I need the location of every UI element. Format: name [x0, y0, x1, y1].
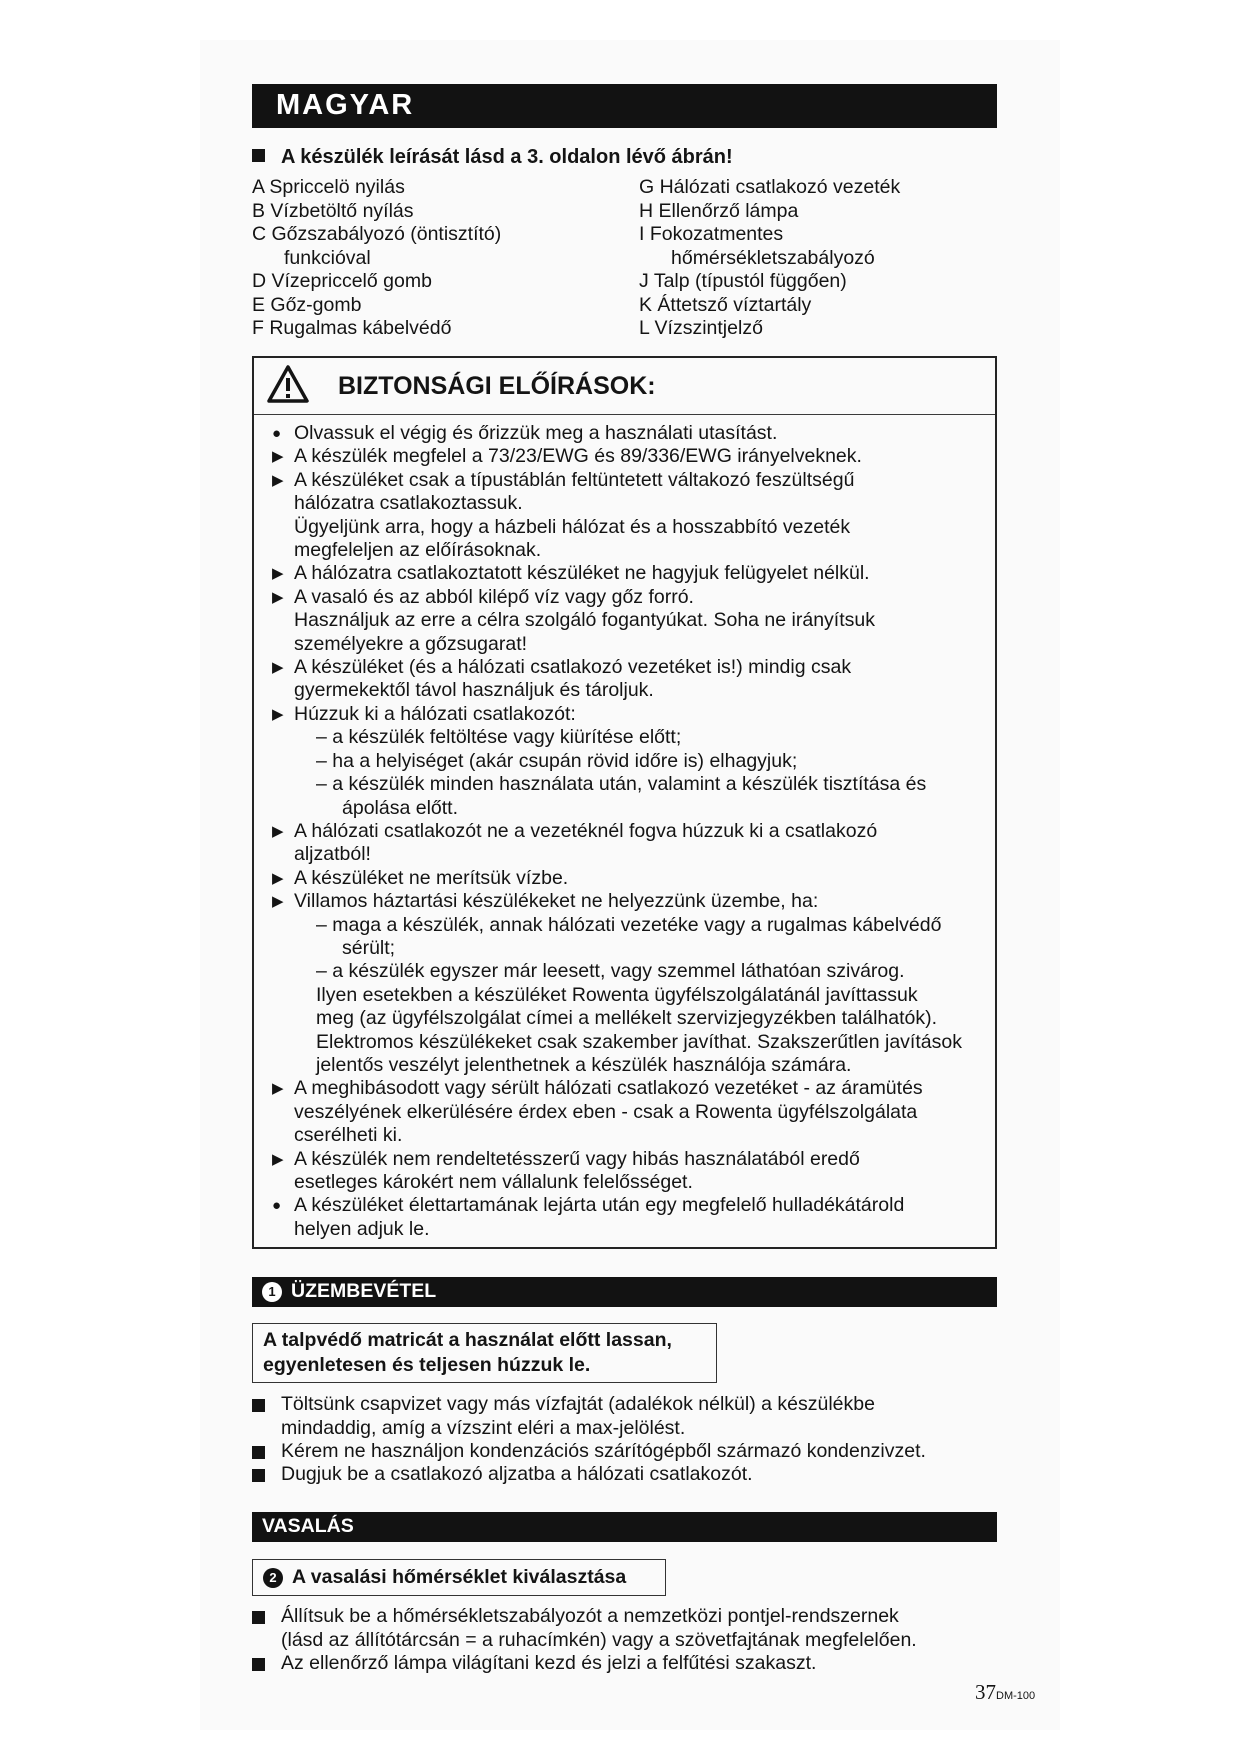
- section-1-header: [252, 1277, 997, 1307]
- safety-item-text: A készülék nem rendeltetésszerű vagy hibás használatából eredő esetleges károkért nem vállalunk felelősséget.: [294, 1147, 860, 1193]
- bullet-arrow-icon: ▶: [272, 471, 284, 489]
- safety-subitem: [272, 773, 987, 820]
- safety-item-row: [272, 703, 987, 726]
- safety-item-row: [272, 562, 987, 585]
- language-header: MAGYAR: [252, 84, 997, 128]
- bullet-item: [252, 1440, 926, 1464]
- safety-item-row: [272, 586, 987, 656]
- safety-item-text: Villamos háztartási készülékeket ne helyezzünk üzembe, ha:: [294, 890, 819, 913]
- temperature-subheading-text: A vasalási hőmérséklet kiválasztása: [292, 1566, 627, 1588]
- part-label: E Gőz-gomb: [252, 293, 362, 316]
- safety-item: [272, 562, 987, 585]
- part-label: F Rugalmas kábelvédő: [252, 317, 452, 339]
- safety-item-text: A vasaló és az abból kilépő víz vagy gőz forró. Használjuk az erre a célra szolgáló fogantyúkat. Soha ne irányítsuk személyekre a gőzsugarat!: [294, 585, 875, 655]
- safety-item-text: A készüléket ne merítsük vízbe.: [294, 866, 569, 889]
- safety-item-row: [272, 867, 987, 890]
- part-label: hőmérsékletszabályozó: [671, 246, 875, 269]
- subsection-number-badge: 2: [263, 1568, 283, 1588]
- safety-item: [272, 1077, 987, 1147]
- black-square-icon: [252, 1611, 265, 1624]
- safety-title: BIZTONSÁGI ELŐÍRÁSOK:: [338, 372, 656, 400]
- safety-subitem: [272, 726, 987, 749]
- bullet-arrow-icon: ▶: [272, 588, 284, 606]
- safety-subitem-text: – a készülék feltöltése vagy kiürítése előtt;: [316, 726, 682, 749]
- safety-item-row: [272, 422, 987, 445]
- safety-item: [272, 469, 987, 563]
- safety-subitem: [272, 960, 987, 983]
- safety-item-text: A készüléket élettartamának lejárta után egy megfelelő hulladékátárold helyen adjuk le.: [294, 1194, 905, 1240]
- part-label: I Fokozatmentes: [639, 223, 784, 245]
- part-label: G Hálózati csatlakozó vezeték: [639, 176, 901, 198]
- safety-item-row: [272, 820, 987, 867]
- safety-item-text: A hálózati csatlakozót ne a vezetéknél fogva húzzuk ki a csatlakozó aljzatból!: [294, 819, 878, 866]
- page-number: [975, 1680, 1035, 1705]
- safety-item-text: A készüléket csak a típustáblán feltüntetett váltakozó feszültségű hálózatra csatlakoztassuk. Ügyeljünk arra, hogy a házbeli hálózat és a hosszabbító vezeték megfeleljen az előírásoknak.: [294, 468, 855, 562]
- bullet-item: [252, 1393, 875, 1440]
- safety-box: [252, 356, 997, 1249]
- safety-item: [272, 586, 987, 656]
- intro-text: A készülék leírását lásd a 3. oldalon lévő ábrán!: [281, 146, 733, 168]
- safety-list: [272, 422, 987, 1241]
- bullet-item: [252, 1652, 816, 1676]
- safety-subitem-text: – maga a készülék, annak hálózati vezetéke vagy a rugalmas kábelvédő: [316, 913, 942, 936]
- bullet-arrow-icon: ▶: [272, 659, 284, 677]
- safety-item: [272, 820, 987, 867]
- safety-item: [272, 422, 987, 445]
- safety-item: [272, 890, 987, 1077]
- safety-item-text: Olvassuk el végig és őrizzük meg a használati utasítást.: [294, 422, 778, 444]
- part-label: J Talp (típustól függően): [639, 270, 847, 292]
- safety-item: [272, 1148, 987, 1195]
- temperature-subheading: [252, 1559, 666, 1596]
- bullet-item: [252, 1605, 917, 1652]
- safety-subitem-text: – ha a helyiséget (akár csupán rövid időre is) elhagyjuk;: [316, 749, 798, 772]
- bullet-text: Állítsuk be a hőmérsékletszabályozót a nemzetközi pontjel-rendszernek (lásd az állítótárcsán = a ruhacímkén) vagy a szövetfajtának megfelelően.: [281, 1605, 917, 1651]
- safety-item: [272, 867, 987, 890]
- part-label: D Vízepriccelő gomb: [252, 270, 432, 292]
- bullet-text: Kérem ne használjon kondenzációs szárítógépből származó kondenzivzet.: [281, 1440, 926, 1462]
- section-1-title: ÜZEMBEVÉTEL: [291, 1280, 437, 1302]
- protective-film-note: A talpvédő matricát a használat előtt lassan, egyenletesen és teljesen húzzuk le.: [252, 1323, 717, 1383]
- safety-item-text: A készüléket (és a hálózati csatlakozó vezetéket is!) mindig csak gyermekektől távol használjuk és tároljuk.: [294, 656, 852, 702]
- section-2-header: [252, 1512, 997, 1542]
- part-label: funkcióval: [284, 246, 371, 269]
- part-label: H Ellenőrző lámpa: [639, 199, 799, 222]
- safety-item: [272, 656, 987, 703]
- parts-list-right: [639, 176, 900, 341]
- part-label: L Vízszintjelző: [639, 317, 763, 339]
- safety-item-row: [272, 1194, 987, 1241]
- safety-item-row: [272, 1077, 987, 1147]
- safety-subitem-text: – a készülék minden használata után, valamint a készülék tisztítása és: [316, 773, 927, 796]
- safety-subitem: [272, 750, 987, 773]
- bullet-arrow-icon: ▶: [272, 1150, 284, 1168]
- bullet-dot-icon: ●: [272, 425, 282, 442]
- safety-item-row: [272, 890, 987, 913]
- safety-item-text: A meghibásodott vagy sérült hálózati csatlakozó vezetéket - az áramütés veszélyének elkerülésére érdex eben - csak a Rowenta ügyfélszolgálata cserélheti ki.: [294, 1077, 923, 1147]
- bullet-text: Dugjuk be a csatlakozó aljzatba a hálózati csatlakozót.: [281, 1463, 753, 1485]
- safety-item: [272, 1194, 987, 1241]
- safety-item-text: A hálózatra csatlakoztatott készüléket ne hagyjuk felügyelet nélkül.: [294, 562, 870, 585]
- safety-subitem-continuation: ápolása előtt.: [342, 796, 459, 819]
- safety-subitem: [272, 914, 987, 961]
- bullet-arrow-icon: ▶: [272, 869, 284, 887]
- parts-list-left: [252, 176, 501, 341]
- safety-item-row: [272, 1148, 987, 1195]
- section-number-badge: 1: [262, 1282, 282, 1302]
- black-square-icon: [252, 1399, 265, 1412]
- safety-item-text: Húzzuk ki a hálózati csatlakozót:: [294, 702, 576, 725]
- bullet-arrow-icon: ▶: [272, 565, 284, 583]
- model-code: DM-100: [996, 1690, 1036, 1702]
- part-label: C Gőzszabályozó (öntisztító): [252, 223, 502, 245]
- bullet-dot-icon: ●: [272, 1197, 282, 1215]
- safety-item-row: [272, 445, 987, 468]
- bullet-arrow-icon: ▶: [272, 822, 284, 840]
- safety-item-text: A készülék megfelel a 73/23/EWG és 89/336/EWG irányelveknek.: [294, 445, 862, 468]
- part-label: B Vízbetöltő nyílás: [252, 199, 414, 222]
- part-label: A Spriccelö nyilás: [252, 176, 405, 198]
- safety-subitem-continuation: sérült;: [342, 936, 396, 959]
- bullet-arrow-icon: ▶: [272, 705, 284, 723]
- black-square-icon: [252, 1658, 265, 1671]
- safety-item-row: [272, 469, 987, 563]
- warning-triangle-icon: [266, 364, 310, 404]
- safety-item-row: [272, 656, 987, 703]
- page-number-value: 37: [975, 1680, 996, 1704]
- bullet-item: [252, 1463, 753, 1487]
- intro-line: [252, 146, 733, 169]
- bullet-text: Töltsünk csapvizet vagy más vízfajtát (adalékok nélkül) a készülékbe mindaddig, amíg a vízszint eléri a max-jelölést.: [281, 1393, 875, 1439]
- section-2-title: VASALÁS: [262, 1515, 354, 1537]
- safety-item-note: Ilyen esetekben a készüléket Rowenta ügyfélszolgálatánál javíttassuk meg (az ügyfélszolgálat címei a mellékelt szervizjegyzékben találhatók). Elektromos készülékeket csak szakember javíthat. Szakszerűtlen javítások jelentős veszélyt jelenthetnek a készülék használója számára.: [316, 983, 962, 1076]
- black-square-icon: [252, 1446, 265, 1459]
- black-square-icon: [252, 149, 265, 162]
- part-label: K Áttetsző víztartály: [639, 293, 812, 316]
- safety-item: [272, 703, 987, 820]
- safety-subitem-text: – a készülék egyszer már leesett, vagy szemmel láthatóan szivárog.: [316, 960, 905, 983]
- safety-header: [254, 358, 995, 415]
- safety-item: [272, 445, 987, 468]
- bullet-arrow-icon: ▶: [272, 1080, 284, 1098]
- black-square-icon: [252, 1469, 265, 1482]
- bullet-arrow-icon: ▶: [272, 448, 284, 466]
- bullet-text: Az ellenőrző lámpa világítani kezd és jelzi a felfűtési szakaszt.: [281, 1652, 817, 1674]
- bullet-arrow-icon: ▶: [272, 893, 284, 911]
